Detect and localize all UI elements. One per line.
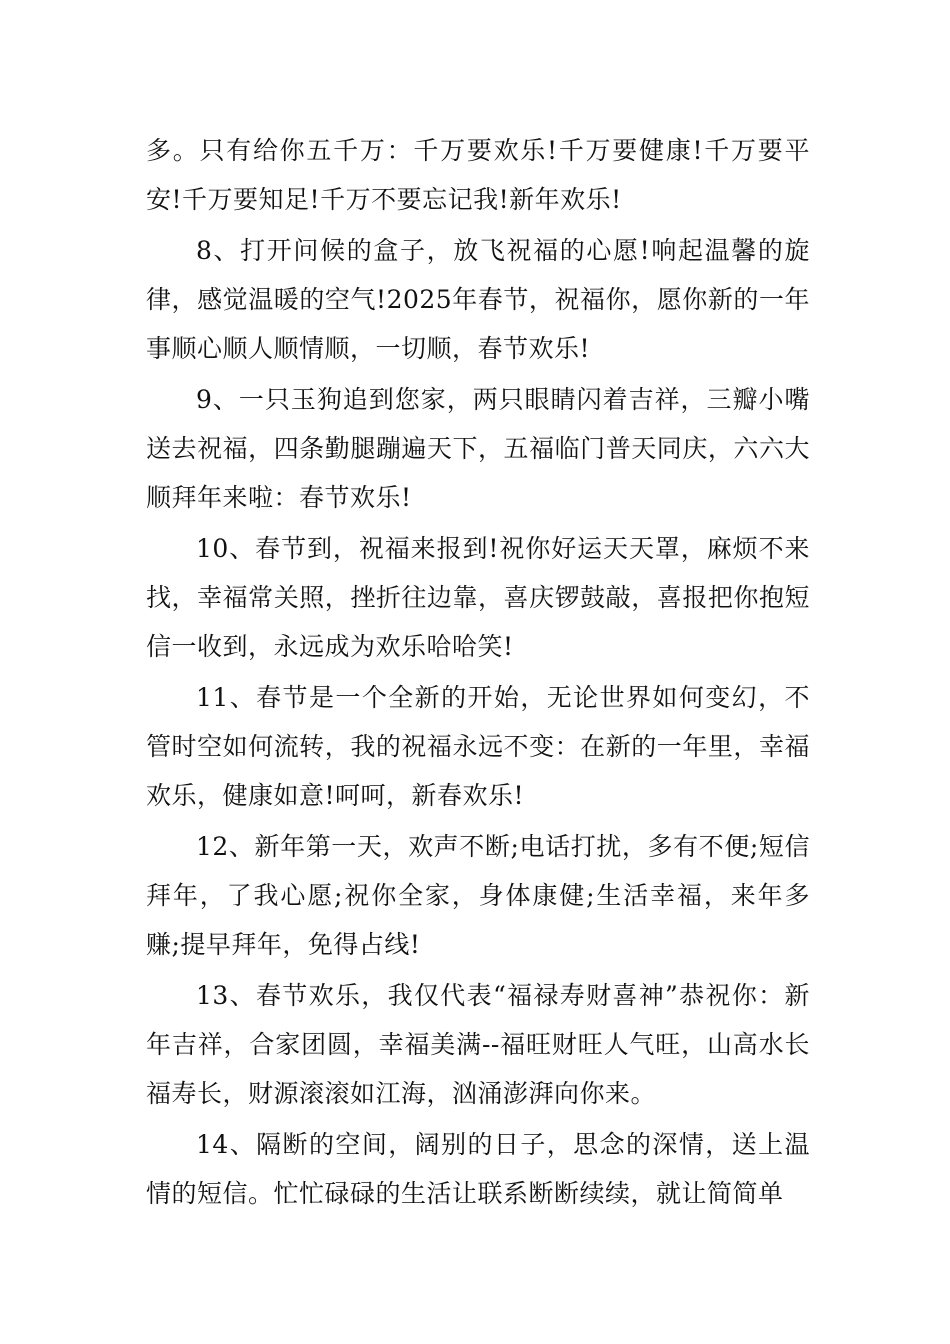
paragraph-11: 11、春节是一个全新的开始，无论世界如何变幻，不管时空如何流转，我的祝福永远不变：在新的一年里，幸福欢乐，健康如意!呵呵，新春欢乐! bbox=[146, 683, 810, 810]
paragraph-7-continuation: 多。只有给你五千万：千万要欢乐!千万要健康!千万要平安!千万要知足!千万不要忘记我!新年欢乐! bbox=[146, 136, 810, 214]
paragraph-12: 12、新年第一天，欢声不断;电话打扰，多有不便;短信拜年，了我心愿;祝你全家，身体康健;生活幸福，来年多赚;提早拜年，免得占线! bbox=[146, 832, 810, 959]
document-body bbox=[146, 126, 810, 1218]
paragraph-13: 13、春节欢乐，我仅代表“福禄寿财喜神”恭祝你：新年吉祥，合家团圆，幸福美满--福旺财旺人气旺，山高水长福寿长，财源滚滚如江海，汹涌澎湃向你来。 bbox=[146, 981, 810, 1108]
paragraph-9: 9、一只玉狗追到您家，两只眼睛闪着吉祥，三瓣小嘴送去祝福，四条勤腿蹦遍天下，五福临门普天同庆，六六大顺拜年来啦：春节欢乐! bbox=[146, 385, 810, 512]
paragraph-10: 10、春节到，祝福来报到!祝你好运天天罩，麻烦不来找，幸福常关照，挫折往边靠，喜庆锣鼓敲，喜报把你抱短信一收到，永远成为欢乐哈哈笑! bbox=[146, 534, 810, 661]
paragraph-14: 14、隔断的空间，阔别的日子，思念的深情，送上温情的短信。忙忙碌碌的生活让联系断断续续，就让简简单 bbox=[146, 1130, 810, 1208]
paragraph-8: 8、打开问候的盒子，放飞祝福的心愿!响起温馨的旋律，感觉温暖的空气!2025年春节，祝福你，愿你新的一年事顺心顺人顺情顺，一切顺，春节欢乐! bbox=[146, 236, 810, 363]
